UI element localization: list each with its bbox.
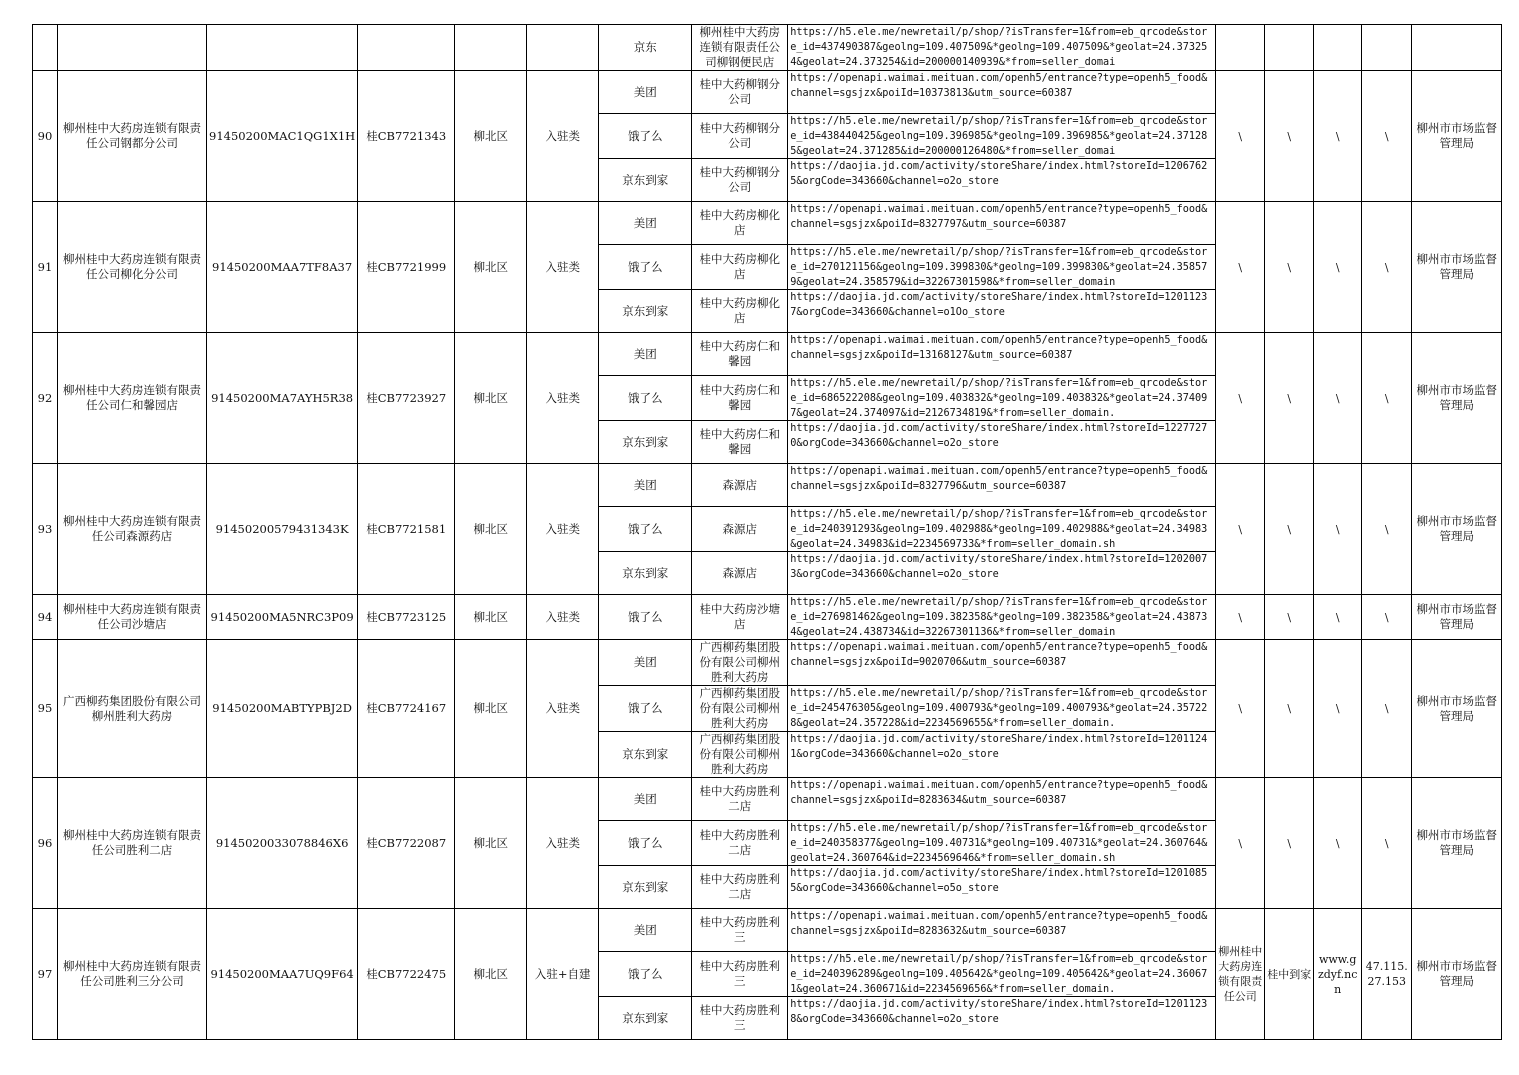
cell-c1: \	[1216, 640, 1265, 778]
cell-url[interactable]	[788, 71, 1216, 114]
cell-url[interactable]	[788, 202, 1216, 245]
cell-url[interactable]	[788, 732, 1216, 778]
cell-c2: \	[1265, 71, 1314, 202]
cell-url[interactable]	[788, 464, 1216, 507]
cell-c1: \	[1216, 595, 1265, 640]
cell-store-name: 桂中大药房仁和馨园	[692, 376, 788, 421]
cell-authority: 柳州市市场监督管理局	[1412, 778, 1502, 909]
store-url-link[interactable]: https://h5.ele.me/newretail/p/shop/?isTransfer=1&from=eb_qrcode&store_id=438440425&geolng=109.396985&*geolng=109.396985&*geolat=24.371285&geolat=24.371285&id=200000126480&*from=seller_domai	[790, 116, 1208, 157]
cell-store-name: 广西柳药集团股份有限公司柳州胜利大药房	[692, 732, 788, 778]
cell-store-name: 桂中大药房胜利三	[692, 909, 788, 952]
cell-company: 广西柳药集团股份有限公司柳州胜利大药房	[58, 640, 207, 778]
cell-platform: 京东到家	[599, 997, 692, 1040]
cell-district: 柳北区	[455, 909, 527, 1040]
cell-c3: \	[1314, 778, 1362, 909]
cell-authority: 柳州市市场监督管理局	[1412, 909, 1502, 1040]
cell-license: 桂CB7723125	[358, 595, 455, 640]
cell-url[interactable]	[788, 952, 1216, 997]
cell-no: 92	[33, 333, 58, 464]
cell-authority: 柳州市市场监督管理局	[1412, 464, 1502, 595]
cell-no: 91	[33, 202, 58, 333]
cell-platform: 饿了么	[599, 114, 692, 159]
store-url-link[interactable]: https://daojia.jd.com/activity/storeShare/index.html?storeId=12067625&orgCode=343660&channel=o2o_store	[790, 161, 1208, 187]
document-table	[32, 24, 1502, 1040]
cell-license	[358, 25, 455, 71]
cell-store-name: 桂中大药柳钢分公司	[692, 114, 788, 159]
cell-c4: 47.115.27.153	[1362, 909, 1412, 1040]
store-url-link[interactable]: https://h5.ele.me/newretail/p/shop/?isTransfer=1&from=eb_qrcode&store_id=240391293&geolng=109.402988&*geolng=109.402988&*geolat=24.34983&geolat=24.34983&id=2234569733&*from=seller_domain.sh	[790, 509, 1208, 550]
cell-authority: 柳州市市场监督管理局	[1412, 640, 1502, 778]
cell-no: 96	[33, 778, 58, 909]
cell-company: 柳州桂中大药房连锁有限责任公司胜利二店	[58, 778, 207, 909]
store-url-link[interactable]: https://daojia.jd.com/activity/storeShare/index.html?storeId=12011237&orgCode=343660&channel=o1Oo_store	[790, 292, 1208, 318]
cell-c1: \	[1216, 778, 1265, 909]
store-url-link[interactable]: https://h5.ele.me/newretail/p/shop/?isTransfer=1&from=eb_qrcode&store_id=686522208&geolng=109.403832&*geolng=109.403832&*geolat=24.374097&geolat=24.374097&id=2126734819&*from=seller_domain.	[790, 378, 1208, 419]
cell-store-name: 桂中大药房柳化店	[692, 245, 788, 290]
cell-store-name: 桂中大药房胜利三	[692, 997, 788, 1040]
cell-store-name: 桂中大药房胜利三	[692, 952, 788, 997]
store-url-link[interactable]: https://openapi.waimai.meituan.com/openh5/entrance?type=openh5_food&channel=sgsjzx&poiId=10373813&utm_source=60387	[790, 73, 1208, 99]
cell-platform: 美团	[599, 464, 692, 507]
store-url-link[interactable]: https://openapi.waimai.meituan.com/openh5/entrance?type=openh5_food&channel=sgsjzx&poiId=8327796&utm_source=60387	[790, 466, 1208, 492]
cell-c4: \	[1362, 464, 1412, 595]
cell-credit-code: 91450200MA7AYH5R38	[207, 333, 358, 464]
cell-c4: \	[1362, 71, 1412, 202]
cell-store-name: 桂中大药柳钢分公司	[692, 159, 788, 202]
cell-platform: 京东到家	[599, 421, 692, 464]
cell-license: 桂CB7724167	[358, 640, 455, 778]
store-url-link[interactable]: https://h5.ele.me/newretail/p/shop/?isTransfer=1&from=eb_qrcode&store_id=270121156&geolng=109.399830&*geolng=109.399830&*geolat=24.358579&geolat=24.358579&id=32267301598&*from=seller_domain	[790, 247, 1208, 288]
cell-url[interactable]	[788, 640, 1216, 686]
store-url-link[interactable]: https://openapi.waimai.meituan.com/openh5/entrance?type=openh5_food&channel=sgsjzx&poiId=13168127&utm_source=60387	[790, 335, 1208, 361]
cell-company: 柳州桂中大药房连锁有限责任公司柳化分公司	[58, 202, 207, 333]
cell-store-name: 森源店	[692, 552, 788, 595]
cell-store-name: 桂中大药房仁和馨园	[692, 421, 788, 464]
cell-type: 入驻类	[527, 778, 599, 909]
cell-platform: 饿了么	[599, 821, 692, 866]
cell-url[interactable]	[788, 421, 1216, 464]
cell-c2: \	[1265, 333, 1314, 464]
cell-url[interactable]	[788, 245, 1216, 290]
cell-c4	[1362, 25, 1412, 71]
cell-license: 桂CB7722087	[358, 778, 455, 909]
cell-store-name: 桂中大药房仁和馨园	[692, 333, 788, 376]
cell-platform: 饿了么	[599, 376, 692, 421]
cell-credit-code: 9145020033078846X6	[207, 778, 358, 909]
cell-license: 桂CB7721999	[358, 202, 455, 333]
cell-credit-code: 91450200MA5NRC3P09	[207, 595, 358, 640]
store-url-link[interactable]: https://daojia.jd.com/activity/storeShare/index.html?storeId=12011238&orgCode=343660&channel=o2o_store	[790, 999, 1208, 1025]
cell-url[interactable]	[788, 778, 1216, 821]
cell-authority	[1412, 25, 1502, 71]
cell-district: 柳北区	[455, 202, 527, 333]
cell-no: 90	[33, 71, 58, 202]
cell-credit-code: 91450200579431343K	[207, 464, 358, 595]
cell-store-name: 广西柳药集团股份有限公司柳州胜利大药房	[692, 640, 788, 686]
cell-c3: \	[1314, 71, 1362, 202]
cell-c3: \	[1314, 333, 1362, 464]
cell-credit-code: 91450200MAA7TF8A37	[207, 202, 358, 333]
cell-type: 入驻+自建	[527, 909, 599, 1040]
cell-platform: 美团	[599, 202, 692, 245]
cell-platform: 京东到家	[599, 290, 692, 333]
table-row	[33, 909, 1502, 952]
store-url-link[interactable]: https://openapi.waimai.meituan.com/openh5/entrance?type=openh5_food&channel=sgsjzx&poiId=8327797&utm_source=60387	[790, 204, 1208, 230]
cell-c2	[1265, 25, 1314, 71]
store-url-link[interactable]: https://h5.ele.me/newretail/p/shop/?isTransfer=1&from=eb_qrcode&store_id=240358377&geolng=109.40731&*geolng=109.40731&*geolat=24.360764&geolat=24.360764&id=2234569646&*from=seller_domain.sh	[790, 823, 1208, 864]
store-url-link[interactable]: https://daojia.jd.com/activity/storeShare/index.html?storeId=12011241&orgCode=343660&channel=o2o_store	[790, 734, 1208, 760]
cell-c2: \	[1265, 640, 1314, 778]
cell-c3: \	[1314, 464, 1362, 595]
cell-license: 桂CB7722475	[358, 909, 455, 1040]
cell-type: 入驻类	[527, 333, 599, 464]
cell-store-name: 桂中大药房沙塘店	[692, 595, 788, 640]
cell-c3: \	[1314, 202, 1362, 333]
cell-c2: \	[1265, 778, 1314, 909]
cell-no: 93	[33, 464, 58, 595]
cell-no: 94	[33, 595, 58, 640]
cell-district	[455, 25, 527, 71]
store-url-link[interactable]: https://h5.ele.me/newretail/p/shop/?isTransfer=1&from=eb_qrcode&store_id=276981462&geolng=109.382358&*geolng=109.382358&*geolat=24.438734&geolat=24.438734&id=32267301136&*from=seller_domain	[790, 597, 1208, 638]
store-url-link[interactable]: https://h5.ele.me/newretail/p/shop/?isTransfer=1&from=eb_qrcode&store_id=240396289&geolng=109.405642&*geolng=109.405642&*geolat=24.360671&geolat=24.360671&id=2234569656&*from=seller_domain.	[790, 954, 1208, 995]
cell-platform: 京东到家	[599, 732, 692, 778]
cell-c2: \	[1265, 595, 1314, 640]
table-row	[33, 25, 1502, 71]
cell-url[interactable]	[788, 159, 1216, 202]
table-row	[33, 595, 1502, 640]
cell-url[interactable]	[788, 333, 1216, 376]
cell-url[interactable]	[788, 686, 1216, 732]
cell-c2: \	[1265, 202, 1314, 333]
table-row	[33, 333, 1502, 376]
cell-license: 桂CB7721343	[358, 71, 455, 202]
cell-store-name: 桂中大药房胜利二店	[692, 866, 788, 909]
store-url-link[interactable]: https://h5.ele.me/newretail/p/shop/?isTransfer=1&from=eb_qrcode&store_id=437490387&geolng=109.407509&*geolng=109.407509&*geolat=24.373254&geolat=24.373254&id=200000140939&*from=seller_domai	[790, 27, 1208, 68]
cell-c4: \	[1362, 333, 1412, 464]
cell-platform: 京东	[599, 25, 692, 71]
cell-c4: \	[1362, 640, 1412, 778]
cell-license: 桂CB7723927	[358, 333, 455, 464]
cell-url[interactable]	[788, 376, 1216, 421]
cell-url[interactable]	[788, 114, 1216, 159]
cell-platform: 京东到家	[599, 866, 692, 909]
cell-platform: 美团	[599, 333, 692, 376]
cell-url[interactable]	[788, 595, 1216, 640]
cell-platform: 饿了么	[599, 245, 692, 290]
table-row	[33, 640, 1502, 686]
store-url-link[interactable]: https://daojia.jd.com/activity/storeShare/index.html?storeId=12020073&orgCode=343660&channel=o2o_store	[790, 554, 1208, 580]
cell-type: 入驻类	[527, 595, 599, 640]
cell-authority: 柳州市市场监督管理局	[1412, 595, 1502, 640]
cell-type: 入驻类	[527, 464, 599, 595]
cell-platform: 美团	[599, 778, 692, 821]
cell-license: 桂CB7721581	[358, 464, 455, 595]
cell-store-name: 森源店	[692, 507, 788, 552]
cell-c1: \	[1216, 464, 1265, 595]
cell-no: 95	[33, 640, 58, 778]
cell-platform: 京东到家	[599, 159, 692, 202]
cell-credit-code: 91450200MAC1QG1X1H	[207, 71, 358, 202]
cell-company	[58, 25, 207, 71]
store-url-link[interactable]: https://openapi.waimai.meituan.com/openh5/entrance?type=openh5_food&channel=sgsjzx&poiId=9020706&utm_source=60387	[790, 642, 1208, 668]
cell-store-name: 桂中大药房胜利二店	[692, 821, 788, 866]
cell-c4: \	[1362, 778, 1412, 909]
cell-c3: \	[1314, 595, 1362, 640]
cell-no: 97	[33, 909, 58, 1040]
cell-type: 入驻类	[527, 71, 599, 202]
cell-store-name: 森源店	[692, 464, 788, 507]
cell-platform: 美团	[599, 640, 692, 686]
cell-type	[527, 25, 599, 71]
cell-credit-code: 91450200MABTYPBJ2D	[207, 640, 358, 778]
cell-url[interactable]	[788, 997, 1216, 1040]
cell-url[interactable]	[788, 552, 1216, 595]
cell-type: 入驻类	[527, 202, 599, 333]
cell-c4: \	[1362, 595, 1412, 640]
cell-url[interactable]	[788, 507, 1216, 552]
cell-district: 柳北区	[455, 778, 527, 909]
store-url-link[interactable]: https://daojia.jd.com/activity/storeShare/index.html?storeId=12277270&orgCode=343660&channel=o2o_store	[790, 423, 1208, 449]
cell-url[interactable]	[788, 290, 1216, 333]
cell-company: 柳州桂中大药房连锁有限责任公司仁和馨园店	[58, 333, 207, 464]
cell-c4: \	[1362, 202, 1412, 333]
cell-store-name: 广西柳药集团股份有限公司柳州胜利大药房	[692, 686, 788, 732]
cell-authority: 柳州市市场监督管理局	[1412, 202, 1502, 333]
cell-url[interactable]	[788, 866, 1216, 909]
cell-c3	[1314, 25, 1362, 71]
store-url-link[interactable]: https://openapi.waimai.meituan.com/openh5/entrance?type=openh5_food&channel=sgsjzx&poiId=8283634&utm_source=60387	[790, 780, 1208, 806]
cell-store-name: 桂中大药房柳化店	[692, 202, 788, 245]
cell-district: 柳北区	[455, 333, 527, 464]
cell-store-name: 桂中大药柳钢分公司	[692, 71, 788, 114]
cell-company: 柳州桂中大药房连锁有限责任公司森源药店	[58, 464, 207, 595]
cell-credit-code: 91450200MAA7UQ9F64	[207, 909, 358, 1040]
cell-company: 柳州桂中大药房连锁有限责任公司钢都分公司	[58, 71, 207, 202]
cell-c1: \	[1216, 71, 1265, 202]
cell-district: 柳北区	[455, 595, 527, 640]
cell-c1: \	[1216, 333, 1265, 464]
cell-authority: 柳州市市场监督管理局	[1412, 71, 1502, 202]
cell-c1: 柳州桂中大药房连锁有限责任公司	[1216, 909, 1265, 1040]
cell-c1	[1216, 25, 1265, 71]
cell-district: 柳北区	[455, 464, 527, 595]
cell-c2: \	[1265, 464, 1314, 595]
cell-platform: 饿了么	[599, 595, 692, 640]
cell-c2: 桂中到家	[1265, 909, 1314, 1040]
store-url-link[interactable]: https://h5.ele.me/newretail/p/shop/?isTransfer=1&from=eb_qrcode&store_id=245476305&geolng=109.400793&*geolng=109.400793&*geolat=24.357228&geolat=24.357228&id=2234569655&*from=seller_domain.	[790, 688, 1208, 729]
cell-platform: 京东到家	[599, 552, 692, 595]
cell-type: 入驻类	[527, 640, 599, 778]
cell-credit-code	[207, 25, 358, 71]
cell-platform: 饿了么	[599, 686, 692, 732]
table-row	[33, 778, 1502, 821]
cell-district: 柳北区	[455, 71, 527, 202]
store-url-link[interactable]: https://daojia.jd.com/activity/storeShare/index.html?storeId=12010855&orgCode=343660&channel=o5o_store	[790, 868, 1208, 894]
cell-store-name: 桂中大药房柳化店	[692, 290, 788, 333]
cell-company: 柳州桂中大药房连锁有限责任公司沙塘店	[58, 595, 207, 640]
store-url-link[interactable]: https://openapi.waimai.meituan.com/openh5/entrance?type=openh5_food&channel=sgsjzx&poiId=8283632&utm_source=60387	[790, 911, 1208, 937]
cell-platform: 饿了么	[599, 507, 692, 552]
cell-url[interactable]	[788, 821, 1216, 866]
cell-company: 柳州桂中大药房连锁有限责任公司胜利三分公司	[58, 909, 207, 1040]
table-row	[33, 202, 1502, 245]
cell-c3: www.gzdyf.ncn	[1314, 909, 1362, 1040]
cell-platform: 美团	[599, 909, 692, 952]
cell-district: 柳北区	[455, 640, 527, 778]
cell-store-name: 桂中大药房胜利二店	[692, 778, 788, 821]
cell-url[interactable]	[788, 25, 1216, 71]
table-row	[33, 464, 1502, 507]
cell-store-name: 柳州桂中大药房连锁有限责任公司柳钢便民店	[692, 25, 788, 71]
table-row	[33, 71, 1502, 114]
cell-platform: 美团	[599, 71, 692, 114]
cell-no	[33, 25, 58, 71]
cell-c1: \	[1216, 202, 1265, 333]
cell-c3: \	[1314, 640, 1362, 778]
cell-platform: 饿了么	[599, 952, 692, 997]
cell-authority: 柳州市市场监督管理局	[1412, 333, 1502, 464]
cell-url[interactable]	[788, 909, 1216, 952]
